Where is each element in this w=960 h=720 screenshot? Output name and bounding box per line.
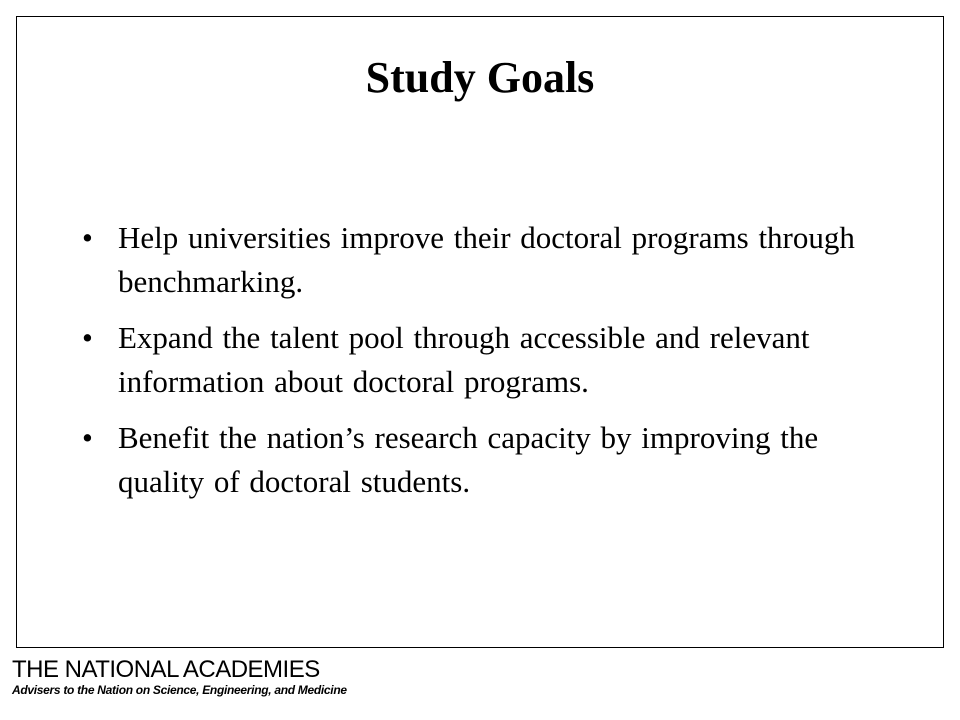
bullet-item <box>82 216 882 304</box>
footer-tagline: Advisers to the Nation on Science, Engineering, and Medicine <box>12 683 347 697</box>
bullet-text: Expand the talent pool through accessible and relevant information about doctoral programs. <box>118 320 810 399</box>
footer-logo <box>12 656 347 700</box>
bullet-text: Benefit the nation’s research capacity by improving the quality of doctoral students. <box>118 420 819 499</box>
bullet-icon: • <box>82 420 93 455</box>
bullet-icon: • <box>82 320 93 355</box>
bullet-text: Help universities improve their doctoral programs through benchmarking. <box>118 220 855 299</box>
slide-title: Study Goals <box>365 53 595 102</box>
bullet-item <box>82 316 882 404</box>
bullet-icon: • <box>82 220 93 255</box>
bullet-list <box>82 216 882 516</box>
bullet-item <box>82 416 882 504</box>
footer-org-name: THE NATIONAL ACADEMIES <box>12 656 320 683</box>
